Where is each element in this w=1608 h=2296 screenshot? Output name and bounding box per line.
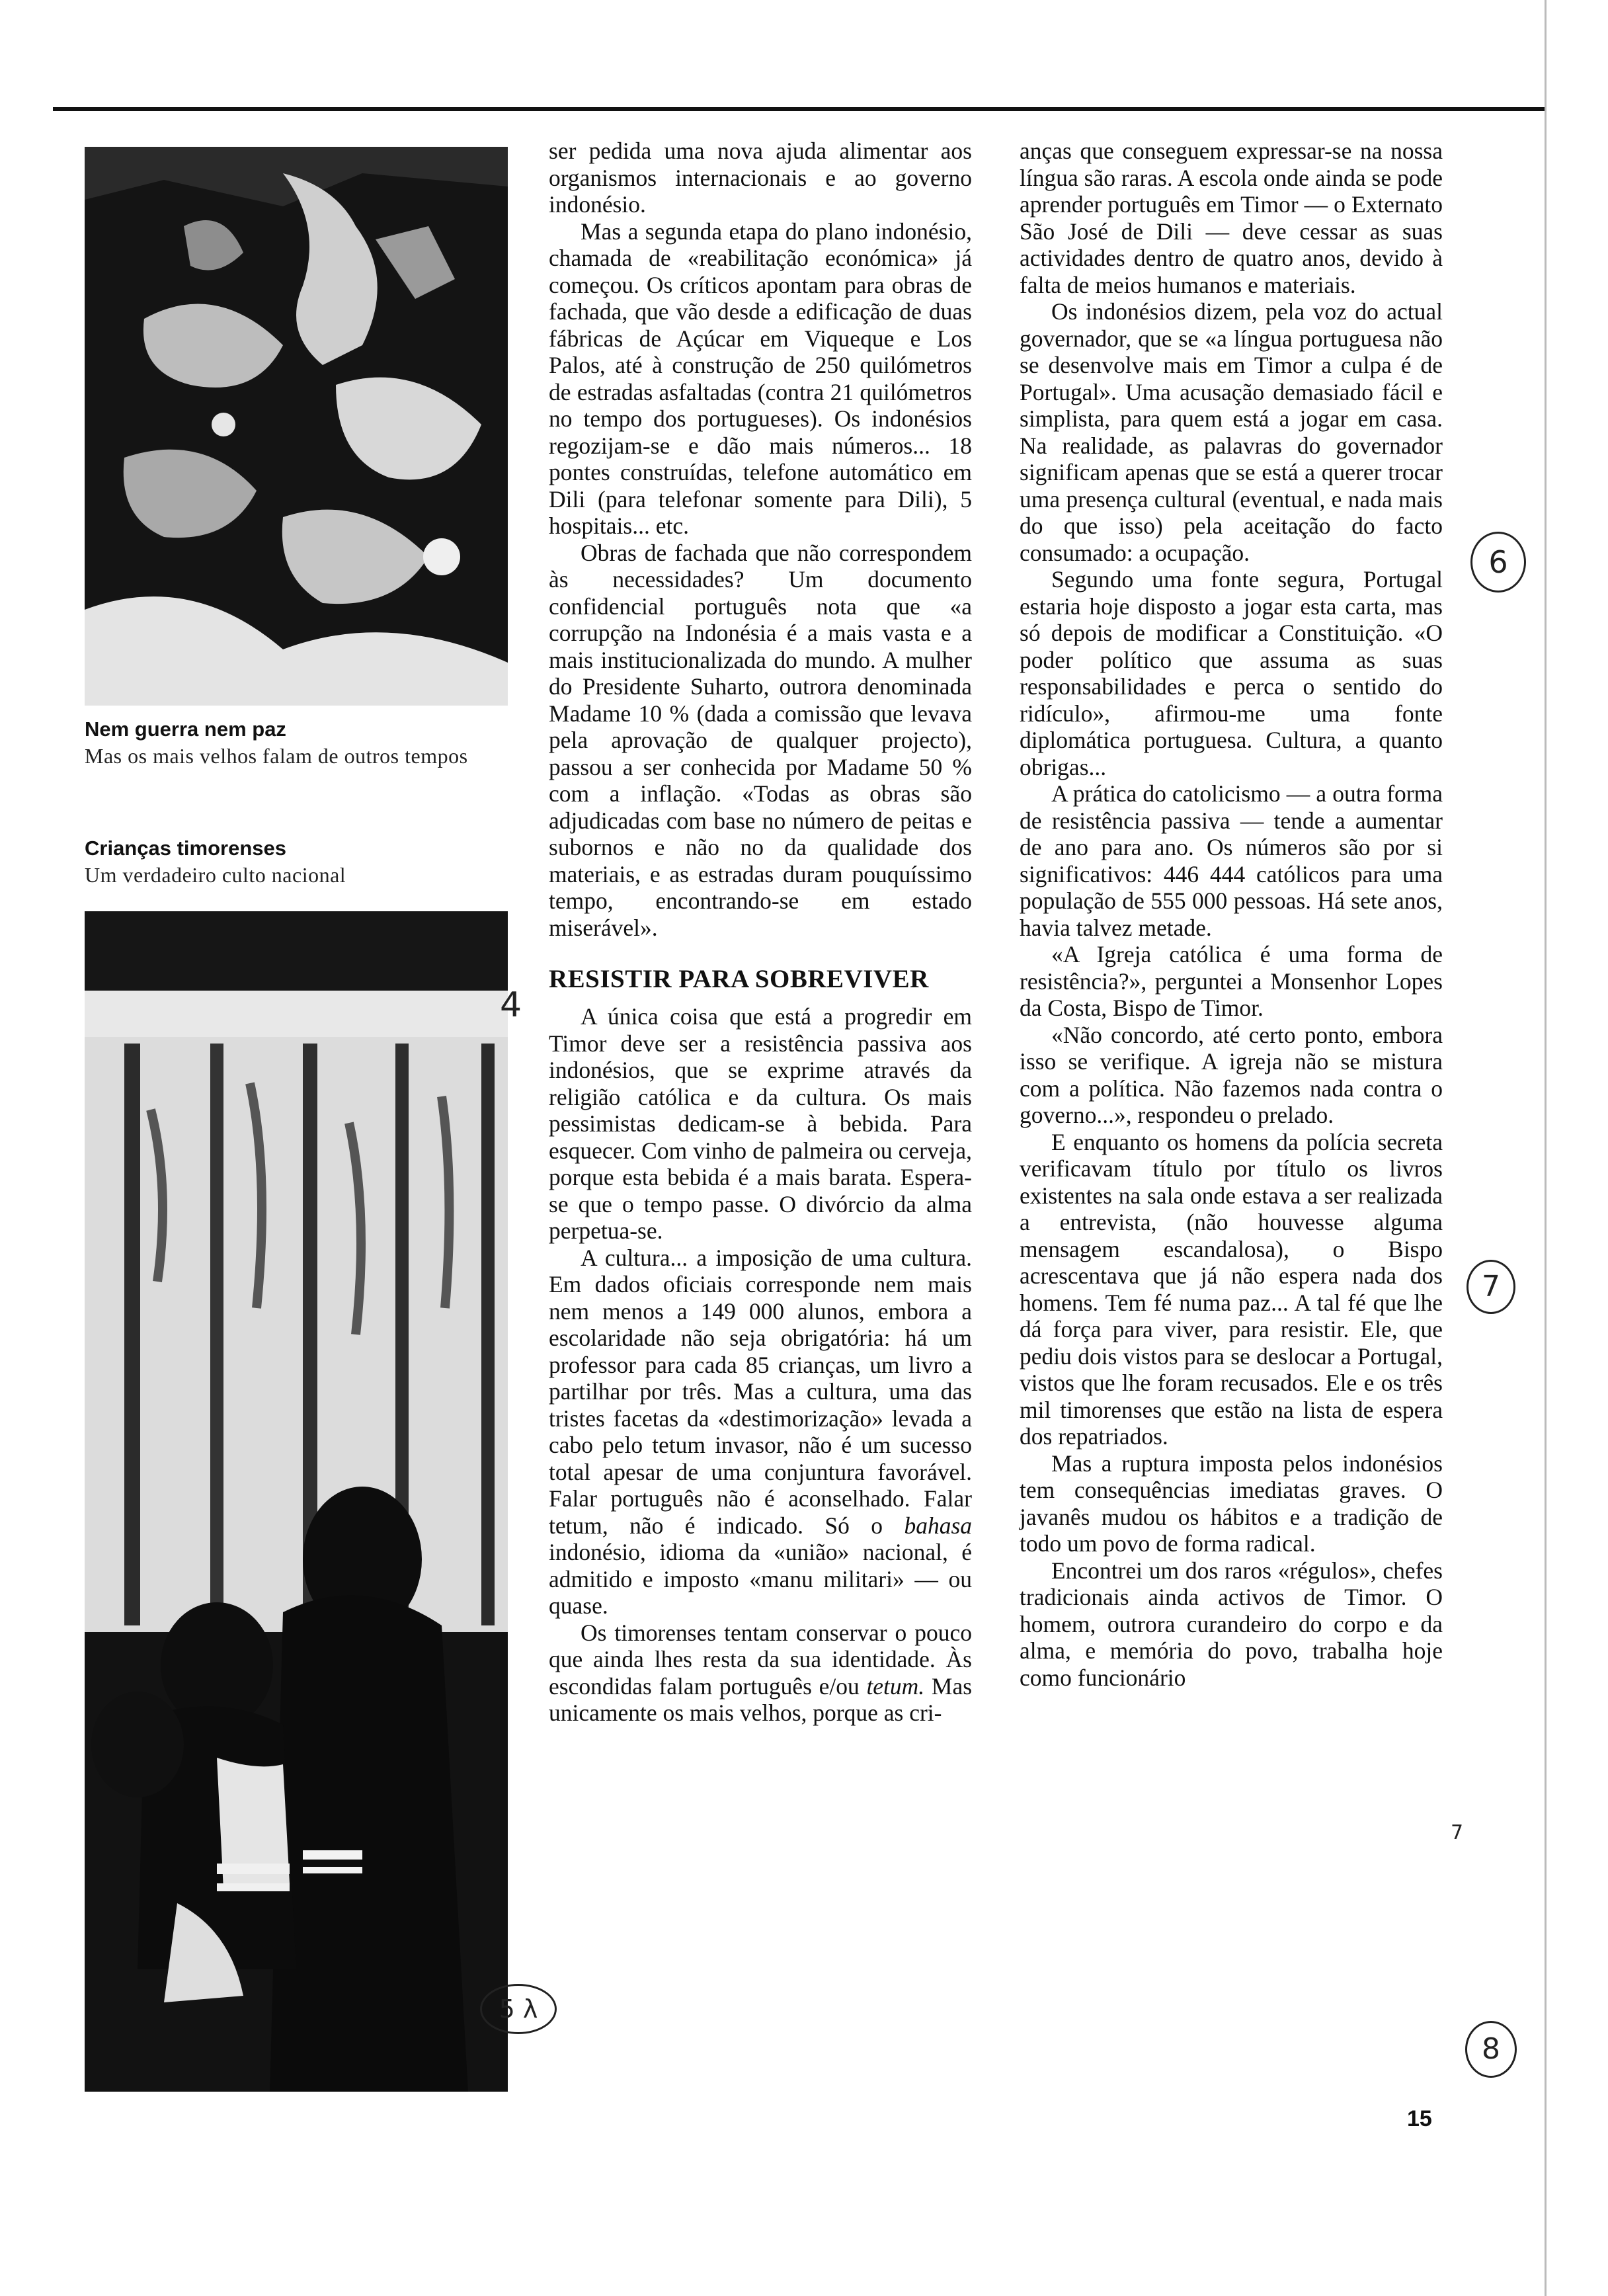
text-run: A cultura... a imposição de uma cultura. Em dados oficiais corresponde nem mais nem menos a 149 000 alunos, embora a escolaridade não seja obrigatória: há um professor para cada 85 crianças, um livro a partilhar por três. Mas a cultura, uma das tristes facetas da «destimorização» levada a cabo pelo tetum invasor, não é um sucesso total apesar de uma conjuntura favorável. Falar português não é aconselhado. Falar tetum, não é indicado. Só o (549, 1244, 972, 1539)
paragraph: Mas a segunda etapa do plano indonésio, chamada de «reabilitação económica» já começou. Os críticos apontam para obras de fachada, que vão desde a edificação de duas fábricas de Açúcar em Viqueque e Los Palos, até à construção de 250 quilómetros de estradas asfaltadas (contra 21 quilómetros no tempo dos portugueses). Os indonésios regozijam-se e dão mais números... 18 pontes construídas, telefone automático em Dili (para telefonar somente para Dili), 5 hospitais... etc. (549, 218, 972, 539)
paragraph: Os indonésios dizem, pela voz do actual governador, que se «a língua portuguesa não se desenvolve mais em Timor a culpa é de Portugal». Uma acusação demasiado fácil e simplista, para quem está a jogar em casa. Na realidade, as palavras do governador significam apenas que se está a querer trocar uma presença cultural (eventual, e nada mais do que isso) pela aceitação do facto consumado: a ocupação. (1020, 298, 1443, 566)
italic-text: tetum. (866, 1672, 925, 1700)
handwritten-mark-7-small: 7 (1451, 1821, 1464, 1844)
handwritten-mark-4: 4 (500, 985, 522, 1025)
paragraph: Mas a ruptura imposta pelos indonésios tem consequências imediatas graves. O javanês mudou os hábitos e a tradição de todo um povo de forma radical. (1020, 1450, 1443, 1557)
paragraph: Encontrei um dos raros «régulos», chefes tradicionais ainda activos de Timor. O homem, outrora curandeiro do corpo e da alma, e memória do povo, trabalha hoje como funcionário (1020, 1557, 1443, 1691)
handwritten-mark-6: 6 (1470, 532, 1526, 593)
handwritten-mark-8: 8 (1465, 2021, 1517, 2078)
caption-title: Crianças timorenses (85, 837, 286, 860)
page-edge-line (1545, 0, 1547, 2296)
paragraph (549, 1620, 972, 1727)
caption-text: Mas os mais velhos falam de outros tempos (85, 744, 468, 768)
paragraph: A prática do catolicismo — a outra forma de resistência passiva — tende a aumentar de ano para ano. Os números são por si significativos: 446 444 católicos para uma população de 555 000 pessoas. Há sete anos, havia talvez metade. (1020, 780, 1443, 941)
article-column-right (1020, 138, 1443, 1691)
paragraph: anças que conseguem expressar-se na nossa língua são raras. A escola onde ainda se pode aprender português em Timor — o Externato São José de Dili — deve cessar as suas actividades dentro de quatro anos, devido à falta de meios humanos e materiais. (1020, 138, 1443, 298)
paragraph (549, 1245, 972, 1620)
text-run: Mas unicamente os mais velhos, porque as cri- (549, 1672, 973, 1726)
section-heading: RESISTIR PARA SOBREVIVER (549, 965, 929, 993)
handwritten-mark-5: 5 λ (480, 1984, 557, 2034)
italic-text: bahasa (904, 1512, 973, 1539)
article-column-middle (549, 138, 972, 1727)
paragraph: Obras de fachada que não correspondem às necessidades? Um documento confidencial português nota que «a corrupção na Indonésia é a mais vasta e a mais institucionalizada do mundo. A mulher do Presidente Suharto, outrora denominada Madame 10 % (dada a comissão que levava pela aprovação de qualquer projecto), passou a ser conhecida por Madame 50 % com a inflação. «Todas as obras são adjudicadas com base no número de peitas e subornos e não no da qualidade dos materiais, e as estradas duram pouquíssimo tempo, encontrando-se em estado miserável». (549, 539, 972, 941)
paragraph: Segundo uma fonte segura, Portugal estaria hoje disposto a jogar esta carta, mas só depois de modificar a Constituição. «O poder político que assuma as suas responsabilidades e perca o sentido do ridículo», afirmou-me uma fonte diplomática portuguesa. Cultura, a quanto obrigas... (1020, 566, 1443, 780)
paragraph: ser pedida uma nova ajuda alimentar aos organismos internacionais e ao governo indonésio. (549, 138, 972, 218)
caption-children (85, 835, 508, 888)
paragraph: «A Igreja católica é uma forma de resistência?», perguntei a Monsenhor Lopes da Costa, Bispo de Timor. (1020, 941, 1443, 1021)
text-run: Os timorenses tentam conservar o pouco que ainda lhes resta da sua identidade. Às escondidas falam português e/ou (549, 1619, 972, 1700)
photo-children (85, 911, 508, 2092)
page-number: 15 (1407, 2106, 1432, 2131)
caption-elders (85, 716, 508, 769)
handwritten-mark-7: 7 (1467, 1260, 1515, 1314)
caption-title: Nem guerra nem paz (85, 718, 286, 741)
paragraph: «Não concordo, até certo ponto, embora isso se verifique. A igreja não se mistura com a política. Não fazemos nada contra o governo...», respondeu o prelado. (1020, 1021, 1443, 1128)
paragraph: E enquanto os homens da polícia secreta verificavam título por título os livros existentes na sala onde estava a ser realizada a entrevista, (não houvesse alguma mensagem escandalosa), o Bispo acrescentava que já não espera nada dos homens. Tem fé numa paz... A tal fé que lhe dá força para viver, para resistir. Ele, que pediu dois vistos para se deslocar a Portugal, vistos que lhe foram recusados. Ele e os três mil timorenses que estão na lista de espera dos repatriados. (1020, 1128, 1443, 1450)
caption-text: Um verdadeiro culto nacional (85, 863, 346, 887)
photo-elders (85, 147, 508, 706)
paragraph: A única coisa que está a progredir em Timor deve ser a resistência passiva aos indonésios, que se exprime através da religião católica e da cultura. Os mais pessimistas dedicam-se à bebida. Para esquecer. Com vinho de palmeira ou cerveja, porque esta bebida é a mais barata. Espera-se que o tempo passe. O divórcio da alma perpetua-se. (549, 1003, 972, 1244)
text-run: indonésio, idioma da «união» nacional, é admitido e imposto «manu militari» — ou quase. (549, 1539, 972, 1619)
header-rule (53, 107, 1546, 111)
